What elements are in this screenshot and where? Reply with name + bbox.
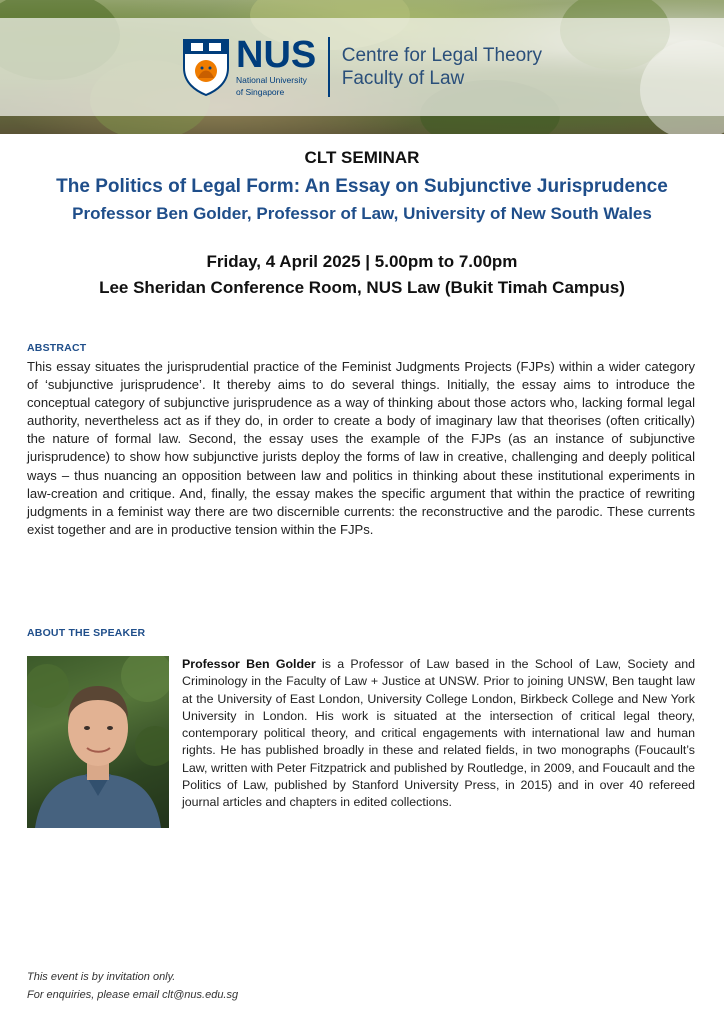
- abstract-heading: ABSTRACT: [27, 342, 87, 354]
- nus-subtitle-1: National University: [236, 75, 307, 85]
- nus-subtitle-2: of Singapore: [236, 87, 285, 97]
- speaker-bio: [182, 656, 695, 812]
- nus-wordmark: NUS: [236, 34, 317, 76]
- footer-invitation-note: This event is by invitation only.: [27, 971, 176, 983]
- speaker-photo: [27, 656, 169, 828]
- speaker-line: Professor Ben Golder, Professor of Law, University of New South Wales: [72, 204, 652, 223]
- about-speaker-heading: ABOUT THE SPEAKER: [27, 627, 146, 639]
- nus-crest-icon: [182, 38, 230, 96]
- logo-divider: [328, 37, 330, 97]
- date-time: Friday, 4 April 2025 | 5.00pm to 7.00pm: [206, 252, 518, 271]
- speaker-portrait-icon: [27, 656, 169, 828]
- centre-name: [342, 44, 542, 90]
- talk-title: The Politics of Legal Form: An Essay on Subjunctive Jurisprudence: [56, 176, 668, 197]
- footer: [27, 968, 238, 1004]
- footer-enquiries: For enquiries, please email clt@nus.edu.sg: [27, 989, 239, 1001]
- venue: Lee Sheridan Conference Room, NUS Law (Bukit Timah Campus): [99, 278, 625, 297]
- header-banner: [0, 0, 724, 134]
- centre-name-line2: Faculty of Law: [341, 68, 465, 89]
- abstract-body: This essay situates the jurisprudential practice of the Feminist Judgments Projects (FJPs) within a wider category of ‘subjunctive jurisprudence’. It thereby aims to do several things. Initially, the essay aims to introduce the conceptual category of subjunctive jurisprudence as a way of thinking about those actors who, lacking formal legal authority, nevertheless act as if they do, in order to create a body of imaginary law that theorises (often critically) the nature of formal law. Second, the essay uses the example of the FJPs (as an instance of subjunctive jurisprudence) to show how subjunctive jurists deploy the forms of law in creative, challenging and deeply political ways – thus nuancing an opposition between law and politics in thinking about these institutional experiments in law-creation and critique. And, finally, the essay makes the specific argument that within the practice of rewriting judgments in a feminist way there are two discernible currents: the reconstructive and the parodic. These currents exist together and are in productive tension within the FJPs.: [27, 359, 695, 537]
- nus-logo: [182, 36, 542, 98]
- seminar-label: CLT SEMINAR: [304, 148, 420, 167]
- centre-name-line1: Centre for Legal Theory: [341, 45, 543, 66]
- speaker-bio-text: is a Professor of Law based in the School of Law, Society and Criminology in the Faculty of Law + Justice at UNSW. Prior to joining UNSW, Ben taught law at the University of East London, University College London, Birkbeck College and New York University in London. His work is situated at the intersection of critical legal theory, contemporary political theory, and critical engagements with international law and human rights. He has published broadly in these and related fields, in two monographs (Foucault’s Law, written with Peter Fitzpatrick and published by Routledge, in 2009, and Foucault and the Politics of Law, published by Stanford University Press, in 2015) and in over 40 refereed journal articles and chapters in edited collections.: [182, 657, 695, 810]
- speaker-name: Professor Ben Golder: [182, 657, 316, 671]
